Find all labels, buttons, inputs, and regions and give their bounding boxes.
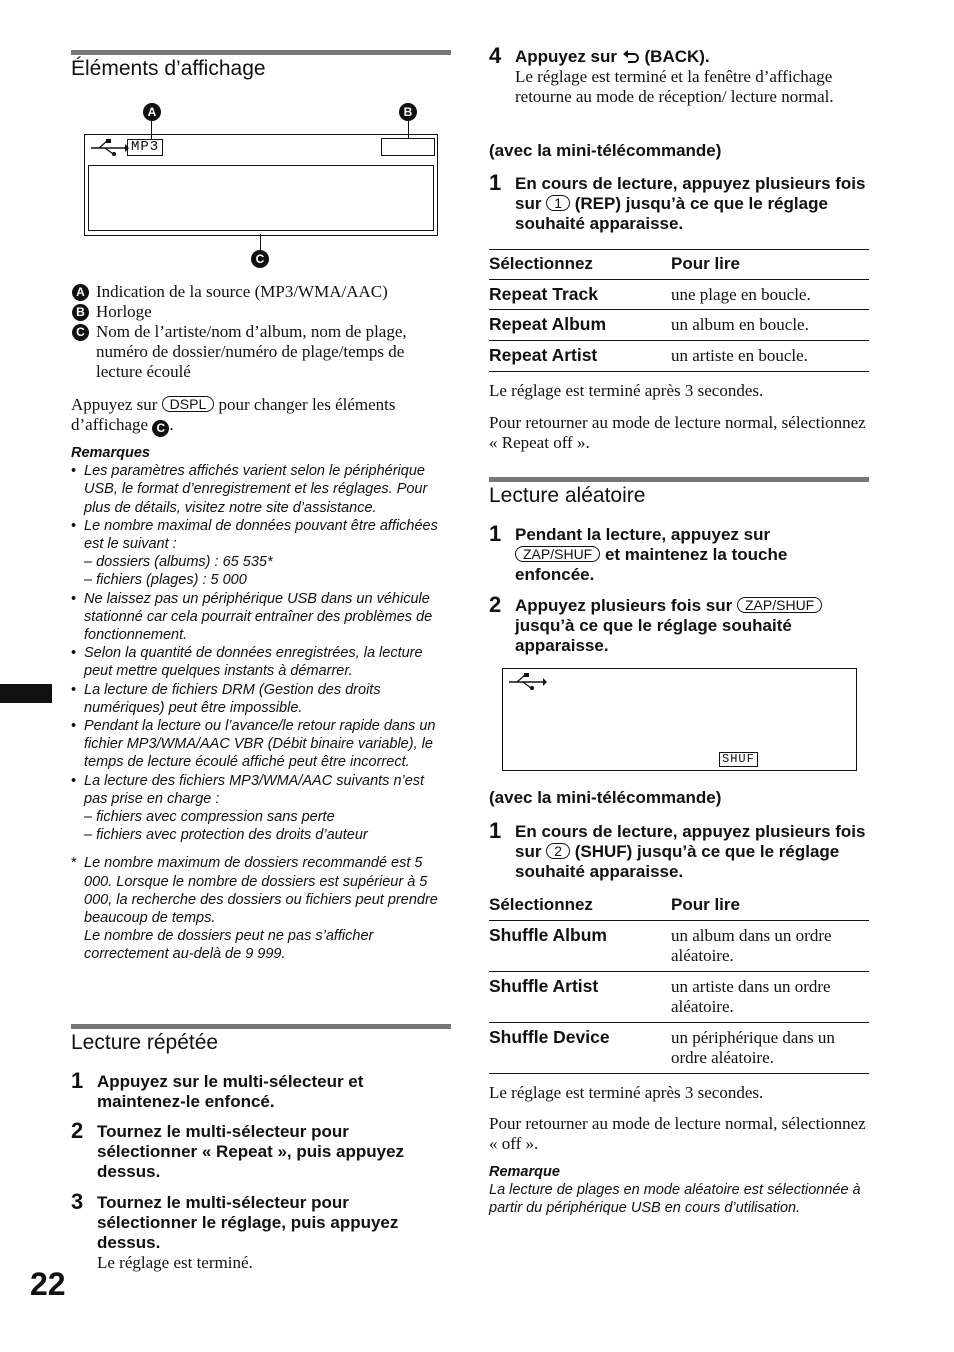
display-figure bbox=[71, 100, 451, 272]
step-3: 3 Tournez le multi-sélecteur pour sélectionner le réglage, puis appuyez dessus. Le réglage est terminé. bbox=[71, 1189, 399, 1272]
shuffle-table: Sélectionnez Pour lire Shuffle Album un album dans un ordre aléatoire. Shuffle Artist un artiste dans un ordre aléatoire. Shuffle Device un périphérique dans un ordre aléatoire. bbox=[489, 891, 869, 1074]
remark-item: • La lecture de fichiers DRM (Gestion des droits numériques) peut être impossible. bbox=[71, 681, 451, 717]
callout-c-line bbox=[260, 234, 261, 250]
repeat-after-1: Le réglage est terminé après 3 secondes. bbox=[489, 381, 764, 400]
callout-a: A bbox=[143, 103, 161, 121]
remote-heading: (avec la mini-télécommande) bbox=[489, 141, 722, 160]
section-title-display: Éléments d’affichage bbox=[71, 57, 266, 80]
remarks-title: Remarques bbox=[71, 445, 150, 461]
table-row: Shuffle Device un périphérique dans un ordre aléatoire. bbox=[489, 1022, 869, 1073]
key-2: 2 bbox=[546, 843, 570, 859]
shuffle-remark: Remarque La lecture de plages en mode aléatoire est sélectionnée à partir du périphérique USB en cours d’utilisation. bbox=[489, 1164, 861, 1217]
step-1: 1 Appuyez sur le multi-sélecteur et maintenez-le enfoncé. bbox=[71, 1068, 364, 1111]
dspl-key: DSPL bbox=[162, 396, 215, 412]
section-rule bbox=[71, 1024, 451, 1029]
remark-item: • Le nombre maximal de données pouvant être affichées est le suivant : – dossiers (albums) : 65 535* – fichiers (plages) : 5 000 bbox=[71, 517, 451, 590]
legend-item: C Nom de l’artiste/nom d’album, nom de plage, numéro de dossier/numéro de plage/temps de lecture écoulé bbox=[71, 322, 451, 382]
callout-b: B bbox=[399, 103, 417, 121]
section-tab bbox=[0, 684, 52, 703]
lcd-frame bbox=[84, 134, 438, 236]
table-row: Shuffle Album un album dans un ordre aléatoire. bbox=[489, 920, 869, 971]
table-row: Shuffle Artist un artiste dans un ordre aléatoire. bbox=[489, 971, 869, 1022]
remark-item: • Les paramètres affichés varient selon le périphérique USB, le format d’enregistrement et les réglages. Pour plus de détails, visitez notre site d’assistance. bbox=[71, 462, 451, 517]
shuffle-step-1: 1 Pendant la lecture, appuyez sur ZAP/SHUF et maintenez la touche enfoncée. bbox=[489, 521, 788, 584]
remark-item: • La lecture des fichiers MP3/WMA/AAC suivants n’est pas prise en charge : – fichiers avec compression sans perte – fichiers avec protection des droits d’auteur bbox=[71, 772, 451, 845]
zap-shuf-key: ZAP/SHUF bbox=[515, 546, 600, 562]
remark-item: • Selon la quantité de données enregistrées, la lecture peut mettre quelques instants à démarrer. bbox=[71, 644, 451, 680]
legend-item: A Indication de la source (MP3/WMA/AAC) bbox=[71, 282, 451, 302]
remark-item: • Pendant la lecture ou l’avance/le retour rapide dans un fichier MP3/WMA/AAC VBR (Débit binaire variable), le temps de lecture écoulé affiché peut être incorrect. bbox=[71, 717, 451, 772]
back-arrow-icon bbox=[622, 49, 640, 63]
key-1: 1 bbox=[546, 195, 570, 211]
table-row: Repeat Track une plage en boucle. bbox=[489, 280, 869, 310]
remarks-block bbox=[71, 444, 451, 964]
legend-item: B Horloge bbox=[71, 302, 451, 322]
section-title-shuffle: Lecture aléatoire bbox=[489, 484, 646, 507]
shuffle-after-1: Le réglage est terminé après 3 secondes. bbox=[489, 1083, 764, 1102]
callout-c: C bbox=[251, 250, 269, 268]
table-row: Repeat Album un album en boucle. bbox=[489, 310, 869, 341]
step-2: 2 Tournez le multi-sélecteur pour sélectionner « Repeat », puis appuyez dessus. bbox=[71, 1118, 405, 1181]
usb-icon bbox=[89, 138, 129, 158]
remark-item: • Ne laissez pas un périphérique USB dans un véhicule stationné car cela pourrait entraîner des problèmes de fonctionnement. bbox=[71, 590, 451, 645]
section-rule bbox=[489, 477, 869, 482]
usb-icon bbox=[507, 672, 547, 692]
text-area bbox=[88, 165, 434, 231]
clock-area bbox=[381, 138, 435, 156]
footnote: * Le nombre maximum de dossiers recommandé est 5 000. Lorsque le nombre de dossiers est supérieur à 5 000, la recherche des dossiers ou fichiers peut prendre beaucoup de temps. Le nombre de dossiers peut ne pas s’afficher correctement au-delà de 9 999. bbox=[71, 855, 438, 963]
shuffle-lcd bbox=[502, 668, 857, 771]
remote-step-1: 1 En cours de lecture, appuyez plusieurs fois sur 1 (REP) jusqu’à ce que le réglage souhaité apparaisse. bbox=[489, 170, 866, 233]
dspl-instruction: Appuyez sur DSPL pour changer les éléments d’affichage C . bbox=[71, 395, 396, 435]
repeat-table: Sélectionnez Pour lire Repeat Track une plage en boucle. Repeat Album un album en boucle. Repeat Artist un artiste en boucle. bbox=[489, 249, 869, 372]
shuffle-step-2: 2 Appuyez plusieurs fois sur ZAP/SHUF jusqu’à ce que le réglage souhaité apparaisse. bbox=[489, 596, 869, 656]
shuffle-after-2: Pour retourner au mode de lecture normal, sélectionnez « off ». bbox=[489, 1114, 866, 1153]
section-title-repeat: Lecture répétée bbox=[71, 1031, 219, 1054]
table-row: Repeat Artist un artiste en boucle. bbox=[489, 341, 869, 372]
section-rule bbox=[71, 50, 451, 55]
page-number: 22 bbox=[30, 1266, 66, 1302]
figure-legend bbox=[71, 282, 451, 382]
remote2-step-1: 1 En cours de lecture, appuyez plusieurs fois sur 2 (SHUF) jusqu’à ce que le réglage souhaité apparaisse. bbox=[489, 818, 866, 881]
source-indicator: MP3 bbox=[127, 139, 163, 156]
remote-heading: (avec la mini-télécommande) bbox=[489, 788, 722, 807]
zap-shuf-key: ZAP/SHUF bbox=[737, 597, 822, 613]
step-4: 4 Appuyez sur (BACK). Le réglage est terminé et la fenêtre d’affichage retourne au mode de réception/ lecture normal. bbox=[489, 43, 834, 106]
repeat-after-2: Pour retourner au mode de lecture normal, sélectionnez « Repeat off ». bbox=[489, 413, 866, 452]
shuf-indicator: SHUF bbox=[719, 752, 758, 767]
